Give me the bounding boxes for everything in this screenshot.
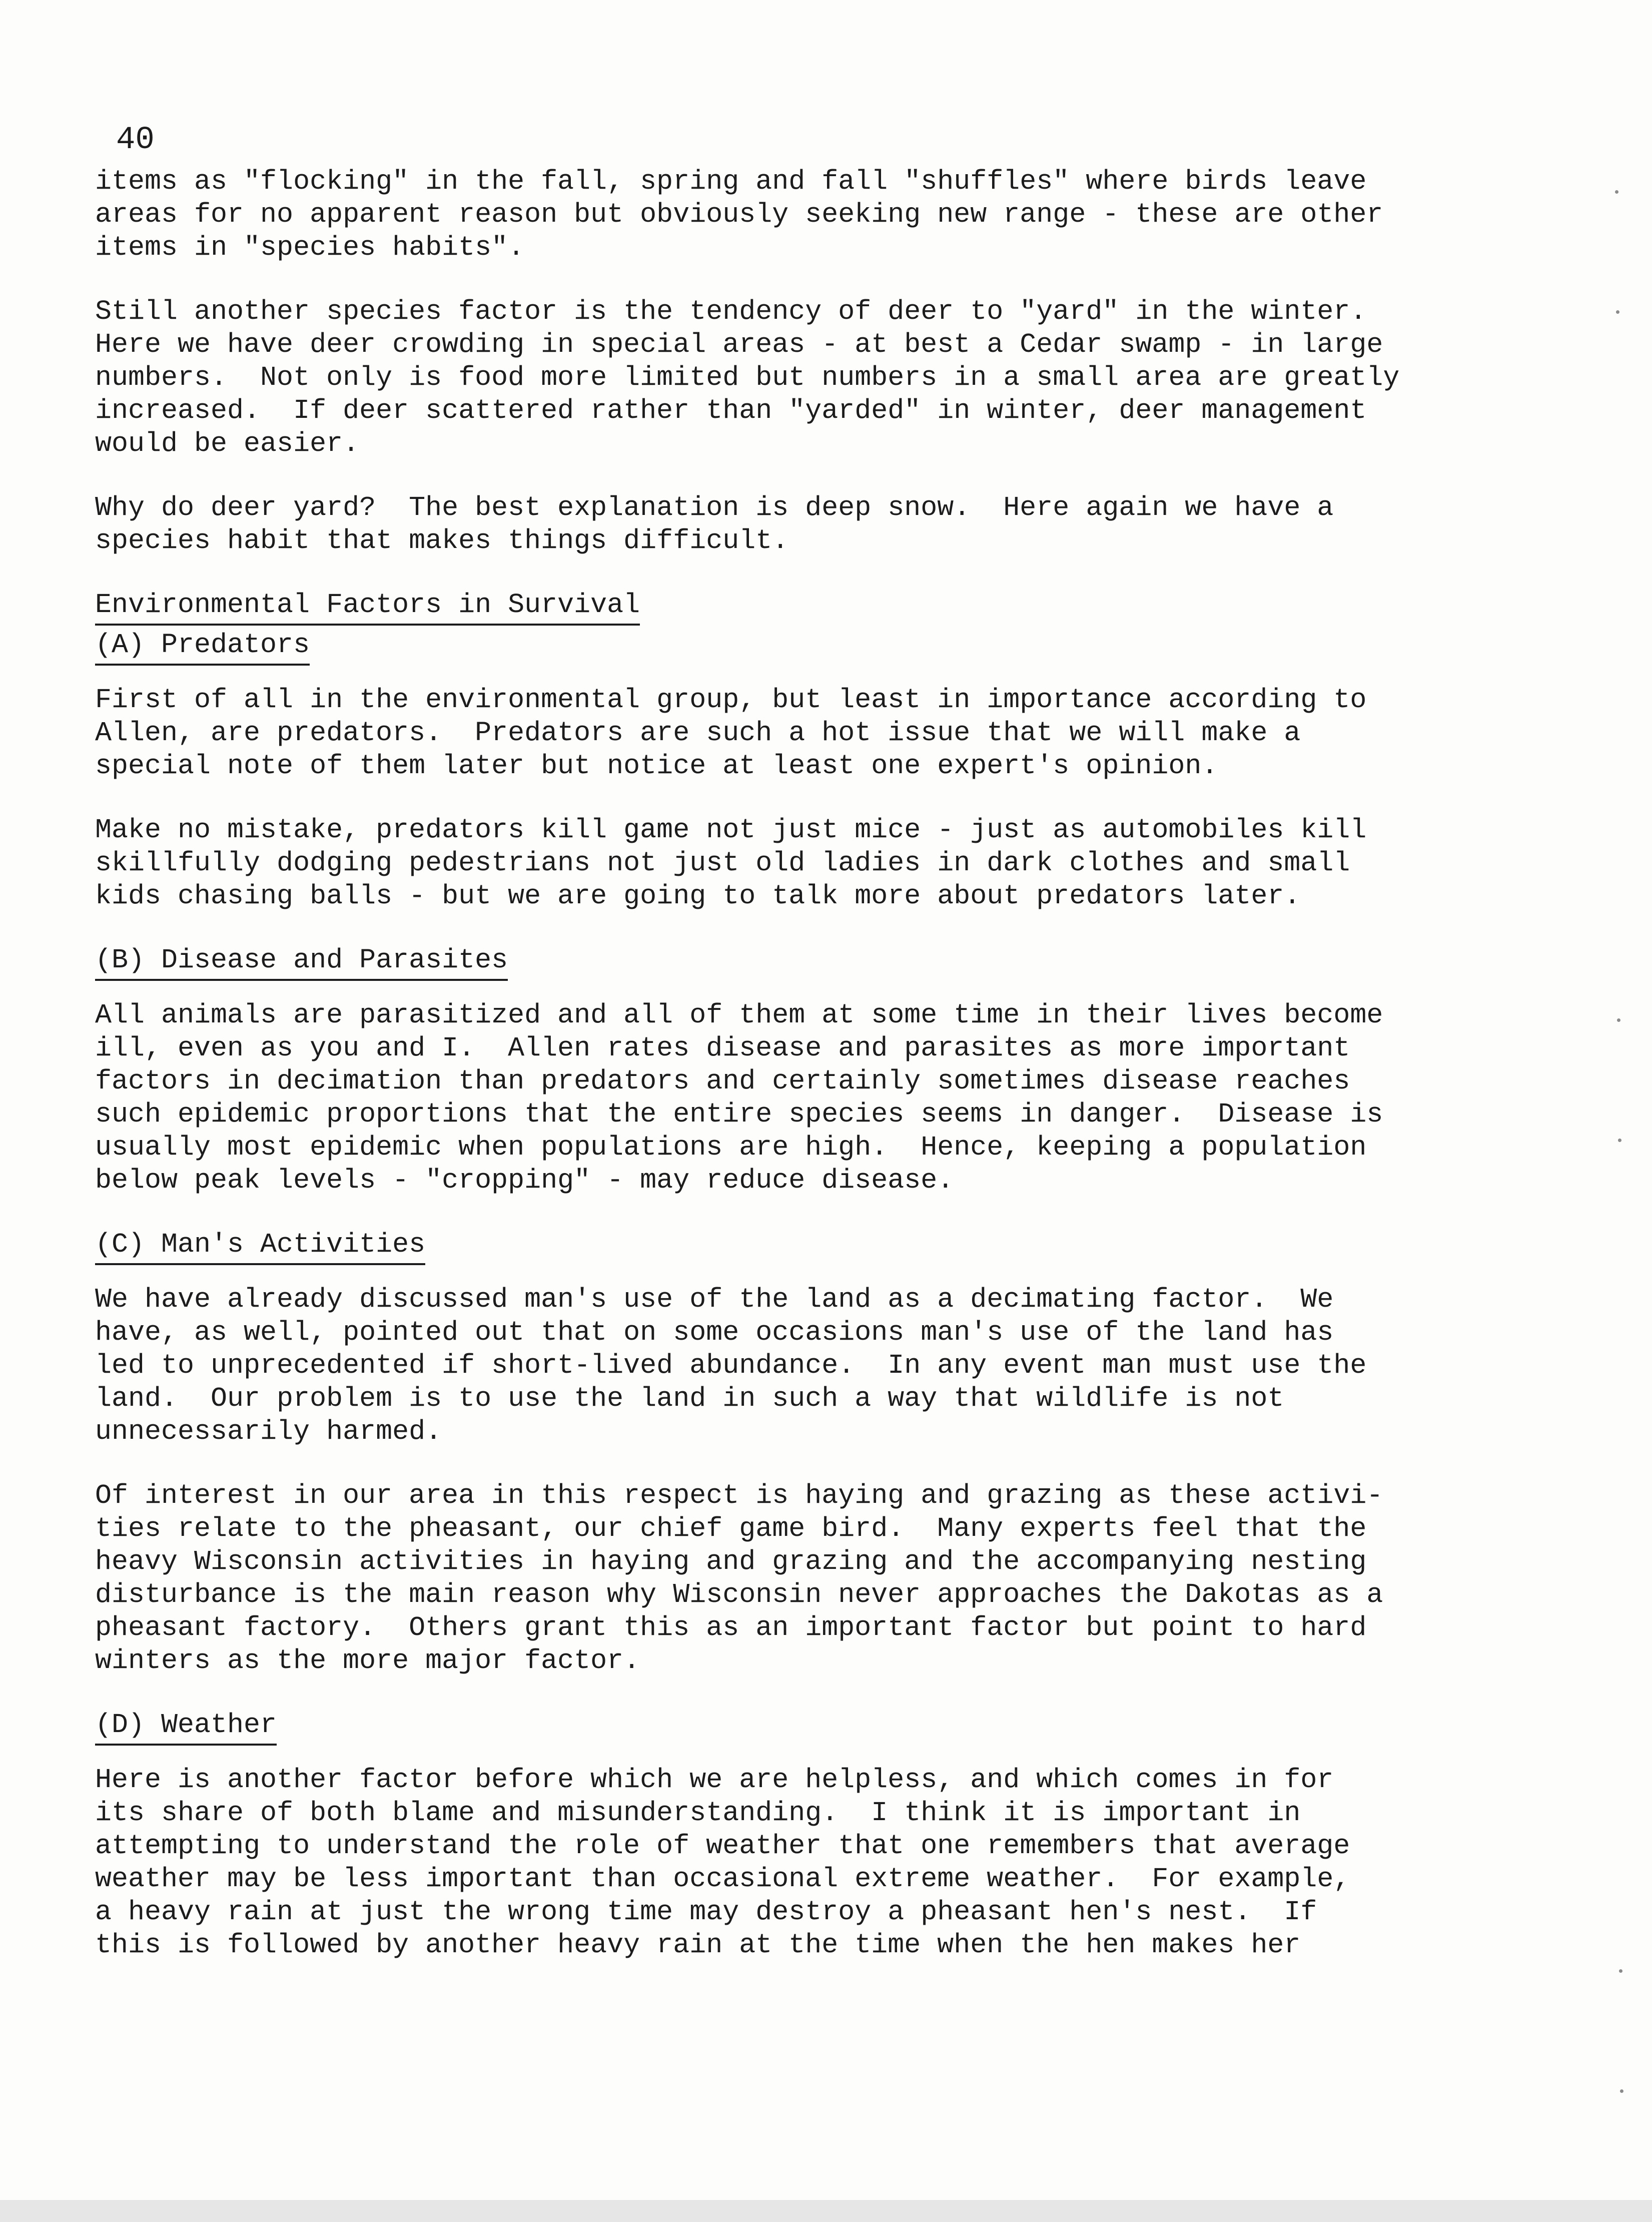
subheading-weather: (D) Weather xyxy=(95,1709,277,1746)
margin-speck xyxy=(1620,2089,1623,2093)
page-number: 40 xyxy=(116,122,155,158)
paragraph-disease: All animals are parasitized and all of them at some time in their lives become ill, even as you and I. Allen rates disease and parasites as more important factors in decimation than predators and certainly sometimes disease reaches such epidemic proportions that the entire species seems in danger. Disease is usually most epidemic when populations are high. Hence, keeping a population below peak levels - "cropping" - may reduce disease. xyxy=(95,999,1383,1196)
paragraph-predators-1: First of all in the environmental group, but least in importance according to Allen, are predators. Predators are such a hot issue that we will make a special note of them later but notice at least one expert's opinion. xyxy=(95,684,1367,782)
section-heading-environmental: Environmental Factors in Survival xyxy=(95,589,640,626)
subheading-wrap-disease xyxy=(95,944,1476,999)
margin-speck xyxy=(1618,1139,1621,1142)
margin-speck xyxy=(1616,310,1619,314)
paragraph-weather: Here is another factor before which we are helpless, and which comes in for its share of both blame and misunderstanding. I think it is important in attempting to understand the role of weather that one remembers that average weather may be less important than occasional extreme weather. For example, a heavy rain at just the wrong time may destroy a pheasant hen's nest. If this is followed by another heavy rain at the time when the hen makes her xyxy=(95,1764,1350,1961)
paragraph-why-deer-yard: Why do deer yard? The best explanation is deep snow. Here again we have a species habit that makes things difficult. xyxy=(95,492,1334,557)
subheading-wrap-predators xyxy=(95,629,1476,684)
subheading-predators: (A) Predators xyxy=(95,629,310,666)
margin-speck xyxy=(1619,1969,1622,1973)
section-heading-wrap xyxy=(95,589,1476,629)
scan-edge-shadow xyxy=(0,2200,1652,2222)
subheading-wrap-weather xyxy=(95,1709,1476,1764)
paragraph-deer-yarding: Still another species factor is the tendency of deer to "yard" in the winter. Here we have deer crowding in special areas - at best a Cedar swamp - in large numbers. Not only is food more limited but numbers in a small area are greatly increased. If deer scattered rather than "yarded" in winter, deer management would be easier. xyxy=(95,296,1400,459)
paragraph-mans-activities-2: Of interest in our area in this respect is haying and grazing as these activi- ties relate to the pheasant, our chief game bird. Many experts feel that the heavy Wisconsin activities in haying and grazing and the accompanying nesting disturbance is the main reason why Wisconsin never approaches the Dakotas as a pheasant factory. Others grant this as an important factor but point to hard winters as the more major factor. xyxy=(95,1480,1383,1677)
paragraph-predators-2: Make no mistake, predators kill game not just mice - just as automobiles kill skillfully dodging pedestrians not just old ladies in dark clothes and small kids chasing balls - but we are going to talk more about predators later. xyxy=(95,814,1367,912)
subheading-disease-parasites: (B) Disease and Parasites xyxy=(95,944,508,981)
subheading-wrap-mans-activities xyxy=(95,1228,1476,1283)
margin-speck xyxy=(1615,190,1618,194)
margin-speck xyxy=(1617,1018,1620,1022)
text-column xyxy=(95,165,1476,1962)
paragraph-species-habits: items as "flocking" in the fall, spring and fall "shuffles" where birds leave areas for no apparent reason but obviously seeking new range - these are other items in "species habits". xyxy=(95,166,1383,263)
paragraph-mans-activities-1: We have already discussed man's use of the land as a decimating factor. We have, as well, pointed out that on some occasions man's use of the land has led to unprecedented if short-lived abundance. In any event man must use the land. Our problem is to use the land in such a way that wildlife is not unnecessarily harmed. xyxy=(95,1284,1367,1447)
subheading-mans-activities: (C) Man's Activities xyxy=(95,1228,425,1265)
